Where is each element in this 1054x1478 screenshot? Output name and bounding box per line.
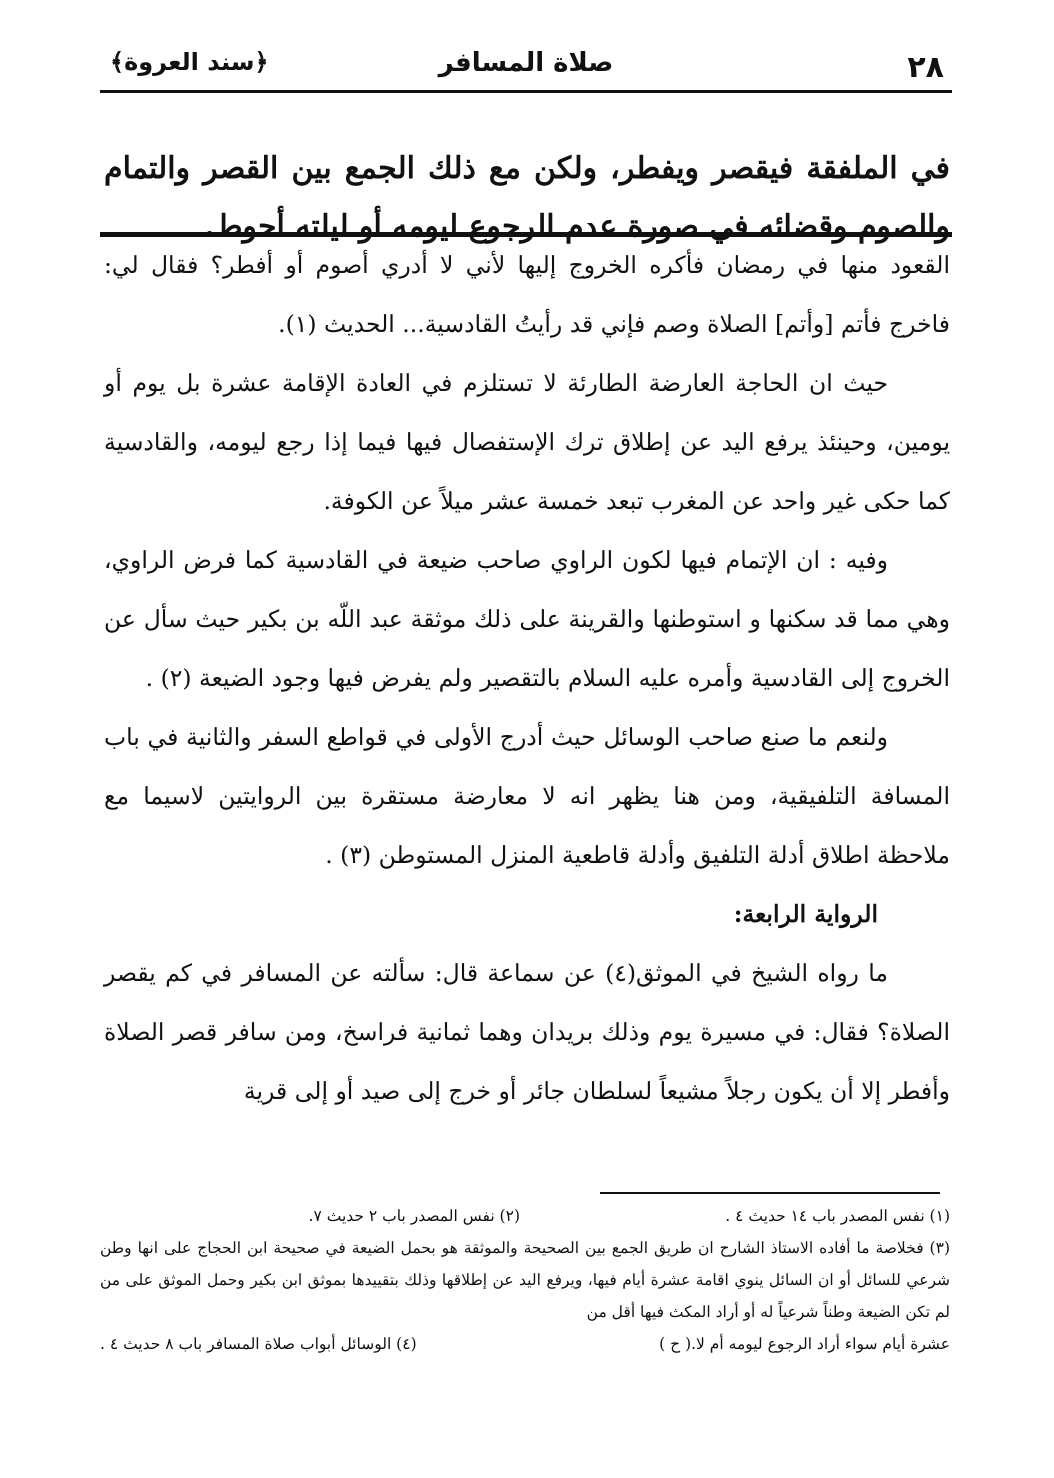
paragraph-4: ولنعم ما صنع صاحب الوسائل حيث أدرج الأولى في قواطع السفر والثانية في باب المسافة التلفيقية، ومن هنا يظهر انه لا معارضة مستقرة بين الروايتين لاسيما مع ملاحظة اطلاق أدلة التلفيق وأدلة قاطعية المنزل المستوطن (٣) . bbox=[104, 723, 950, 869]
footnote-3: (٣) فخلاصة ما أفاده الاستاذ الشارح ان طريق الجمع بين الصحيحة والموثقة هو بحمل الضيعة في صحيحة ابن الحجاج على انها وطن شرعي للسائل أو ان السائل ينوي اقامة عشرة أيام فيها، ويرفع اليد عن إطلاقها وذلك بتقييدها بموثق ابن بكير وحمل الموثق على من لم تكن الضيعة وطناً شرعياً له أو أراد المكث فيها أقل من bbox=[100, 1239, 950, 1321]
paragraph-1: القعود منها في رمضان فأكره الخروج إليها لأني لا أدري أصوم أو أفطر؟ فقال لي: فاخرج فأتم [وأتم] الصلاة وصم فإني قد رأيتُ القادسية... الحديث (١). bbox=[104, 251, 950, 338]
footnote-row-last bbox=[100, 1328, 950, 1360]
footnote-row bbox=[100, 1200, 950, 1232]
book-title: ﴿سند العروة﴾ bbox=[110, 48, 269, 76]
paragraph-3: وفيه : ان الإتمام فيها لكون الراوي صاحب ضيعة في القادسية كما فرض الراوي، وهي مما قد سكنها و استوطنها والقرينة على ذلك موثقة عبد اللّه بن بكير حيث سأل عن الخروج إلى القادسية وأمره عليه السلام بالتقصير ولم يفرض فيها وجود الضيعة (٢) . bbox=[104, 546, 950, 692]
footnote-3-end: عشرة أيام سواء أراد الرجوع ليومه أم لا.( ح ) bbox=[659, 1335, 950, 1353]
page-number: ٢٨ bbox=[907, 50, 944, 85]
footnote-rule bbox=[600, 1192, 940, 1194]
section-heading: الرواية الرابعة: bbox=[733, 900, 878, 928]
running-header bbox=[100, 44, 952, 84]
commentary bbox=[104, 236, 950, 1121]
footnote-1: (١) نفس المصدر باب ١٤ حديث ٤ . bbox=[725, 1207, 950, 1225]
matn-text: في الملفقة فيقصر ويفطر، ولكن مع ذلك الجمع بين القصر والتمام والصوم وقضائه في صورة عدم الرجوع ليومه أو ليلته أحوط. bbox=[104, 151, 950, 244]
footnote-2: (٢) نفس المصدر باب ٢ حديث ٧. bbox=[308, 1207, 520, 1225]
paragraph-2: حيث ان الحاجة العارضة الطارئة لا تستلزم في العادة الإقامة عشرة بل يوم أو يومين، وحينئذ يرفع اليد عن إطلاق ترك الإستفصال فيها فيما إذا رجع ليومه، والقادسية كما حكى غير واحد عن المغرب تبعد خمسة عشر ميلاً عن الكوفة. bbox=[104, 369, 950, 515]
paragraph-5: ما رواه الشيخ في الموثق(٤) عن سماعة قال: سألته عن المسافر في كم يقصر الصلاة؟ فقال: في مسيرة يوم وذلك بريدان وهما ثمانية فراسخ، ومن سافر قصر الصلاة وأفطر إلا أن يكون رجلاً مشيعاً لسلطان جائر أو خرج إلى صيد أو إلى قرية bbox=[104, 959, 950, 1105]
footnotes bbox=[100, 1200, 950, 1360]
footnote-4: (٤) الوسائل أبواب صلاة المسافر باب ٨ حديث ٤ . bbox=[100, 1335, 417, 1353]
chapter-title: صلاة المسافر bbox=[438, 48, 614, 78]
header-rule bbox=[100, 90, 952, 93]
